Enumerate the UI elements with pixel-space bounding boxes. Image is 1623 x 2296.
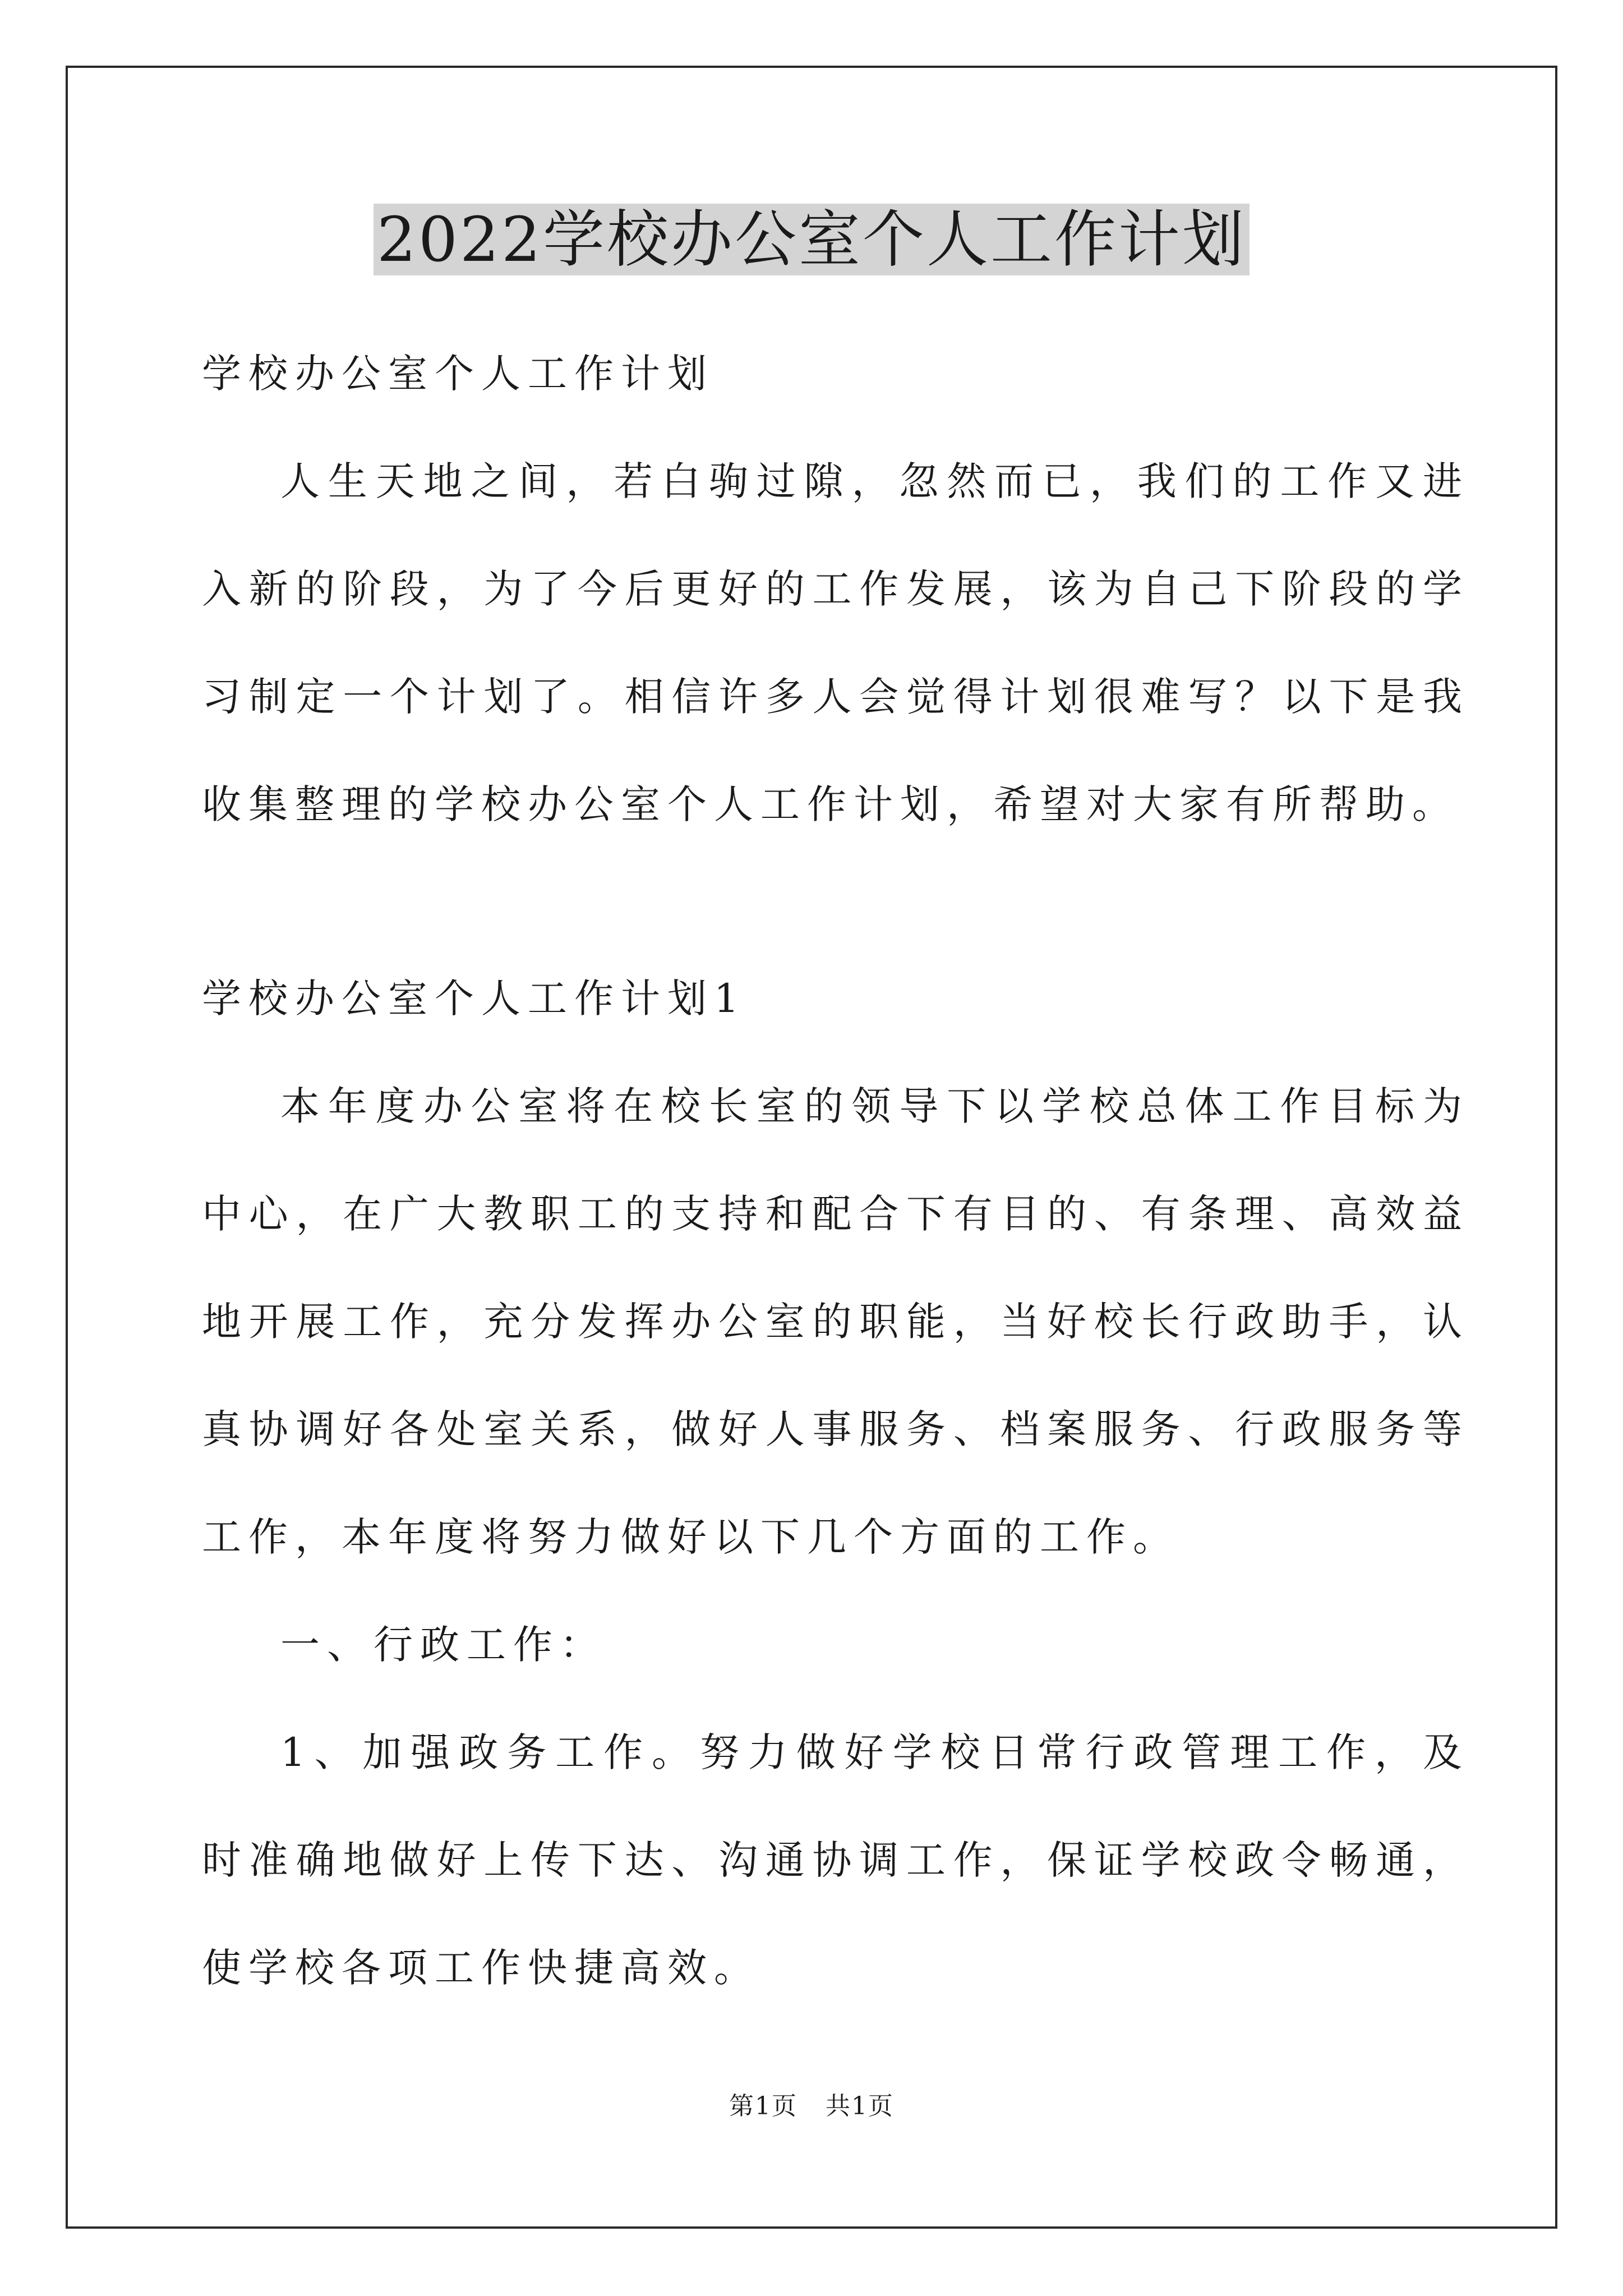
list-item-paragraph: 1、加强政务工作。努力做好学校日常行政管理工作，及时准确地做好上传下达、沟通协调工作，保证学校政令畅通，使学校各项工作快捷高效。 — [202, 1729, 1469, 1991]
intro-paragraph: 人生天地之间，若白驹过隙，忽然而已，我们的工作又进入新的阶段，为了今后更好的工作发展，该为自己下阶段的学习制定一个计划了。相信许多人会觉得计划很难写？以下是我收集整理的学校办公室个人工作计划，希望对大家有所帮助。 — [202, 458, 1469, 827]
document-title-text: 2022学校办公室个人工作计划 — [374, 204, 1249, 275]
subsection-heading: 一、行政工作： — [280, 1622, 606, 1668]
body-paragraph: 本年度办公室将在校长室的领导下以学校总体工作目标为中心，在广大教职工的支持和配合下有目的、有条理、高效益地开展工作，充分发挥办公室的职能，当好校长行政助手，认真协调好各处室关系，做好人事服务、档案服务、行政服务等工作，本年度将努力做好以下几个方面的工作。 — [202, 1083, 1469, 1560]
document-body — [202, 320, 1469, 2022]
page-total: 共1页 — [826, 2092, 894, 2120]
page-number: 第1页 — [729, 2092, 797, 2120]
page-footer — [0, 2090, 1623, 2123]
document-title — [0, 197, 1623, 282]
section-title: 学校办公室个人工作计划 — [202, 351, 714, 397]
section-heading: 学校办公室个人工作计划1 — [202, 976, 746, 1022]
